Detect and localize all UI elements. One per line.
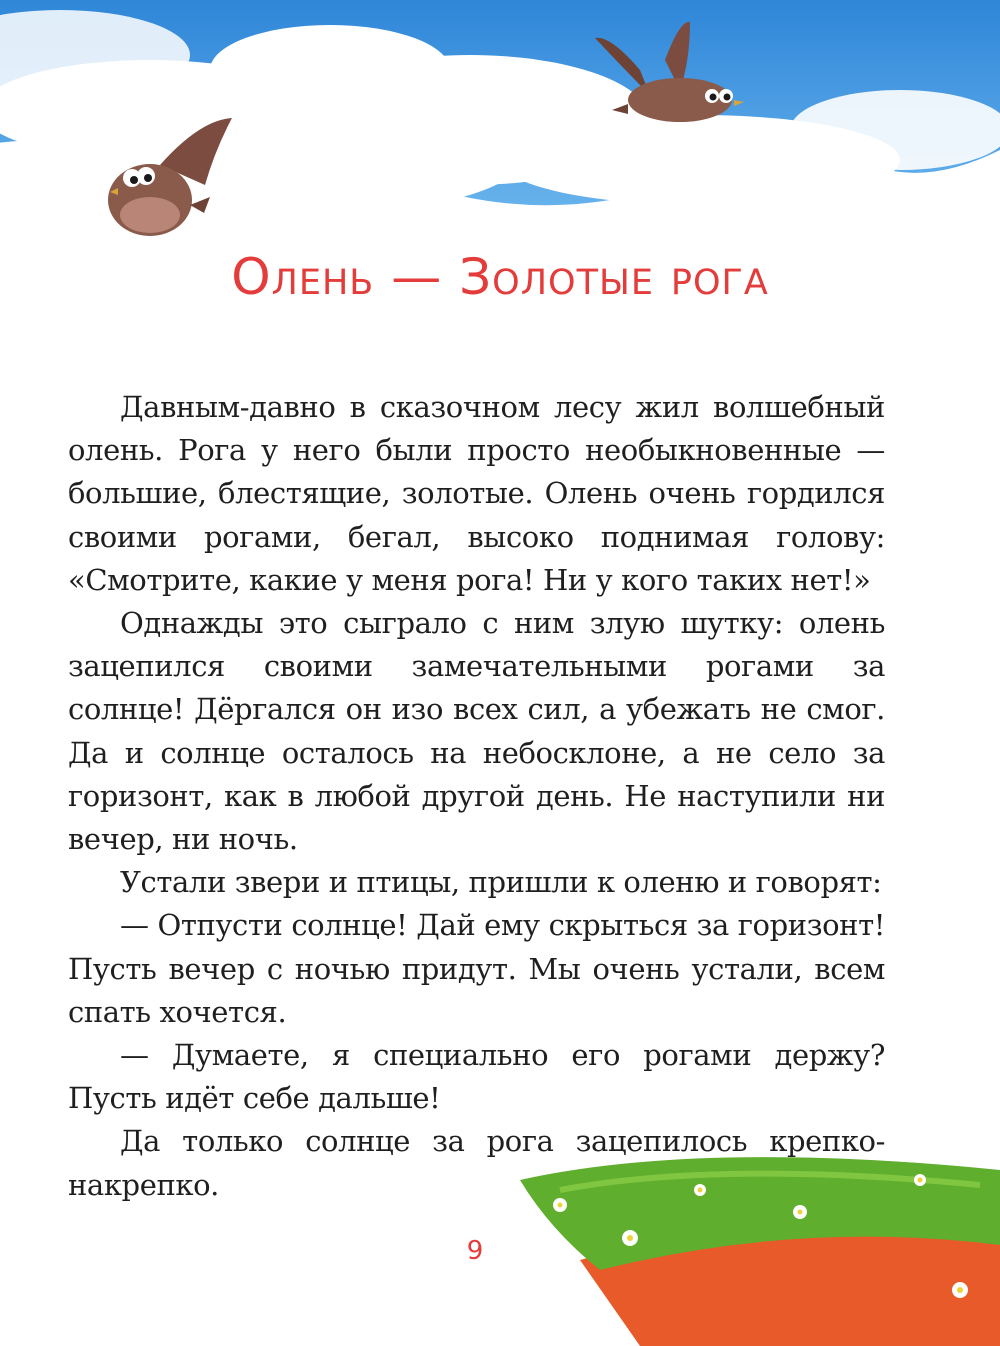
- paragraph: Устали звери и птицы, пришли к оленю и говорят:: [120, 865, 882, 900]
- grass-illustration: [0, 1150, 1000, 1346]
- paragraph: Давным-давно в сказочном лесу жил волшебный олень. Рога у него были просто необыкновенные — большие, блестящие, золотые. Олень очень гордился своими рогами, бегал, высоко поднимая голову: «Смотрите, какие у меня рога! Ни у кого таких нет!»: [68, 390, 885, 597]
- story-title: Олень — Золотые рога: [231, 248, 769, 306]
- paragraph: Однажды это сыграло с ним злую шутку: олень зацепился своими замечательными рогами за солнце! Дёргался он изо всех сил, а убежать не смог. Да и солнце осталось на небосклоне, а не село за горизонт, как в любой другой день. Не наступили ни вечер, ни ночь.: [68, 606, 885, 857]
- page-number: 9: [466, 1236, 484, 1266]
- story-text: [68, 386, 885, 1207]
- paragraph: — Отпусти солнце! Дай ему скрыться за горизонт! Пусть вечер с ночью придут. Мы очень устали, всем спать хочется.: [68, 908, 885, 1029]
- paragraph: — Думаете, я специально его рогами держу? Пусть идёт себе дальше!: [68, 1038, 885, 1116]
- paragraph: Да только солнце за рога зацепилось крепко-накрепко.: [68, 1124, 885, 1202]
